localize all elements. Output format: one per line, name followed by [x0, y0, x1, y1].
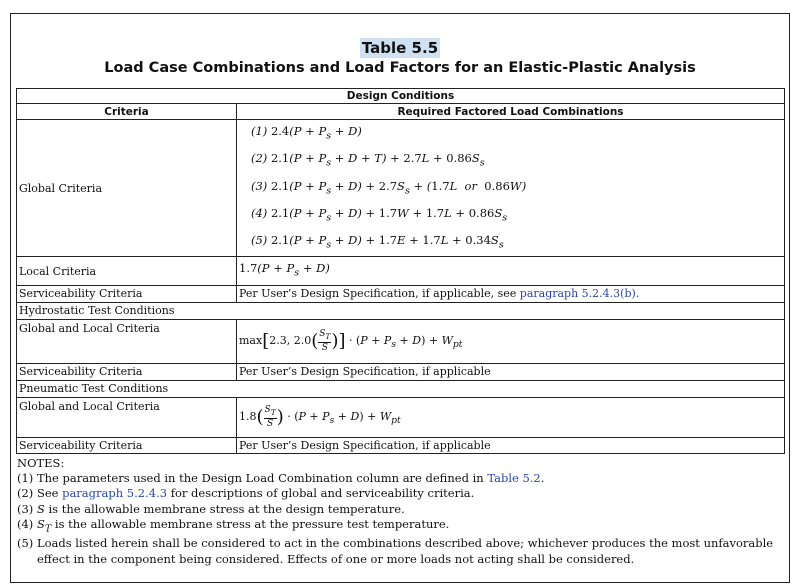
table-row [17, 397, 785, 437]
pneu-serviceability-text: Per User’s Design Specification, if applicable [237, 437, 785, 453]
note-5: (5) Loads listed herein shall be considered to act in the combinations described above; whichever produces the most unfavorable effect in the component being considered. Effects of one or more loads not acting shall be considered. [17, 536, 774, 566]
table-title: Load Case Combinations and Load Factors for an Elastic-Plastic Analysis [104, 60, 696, 76]
pneu-serviceability-label: Serviceability Criteria [17, 437, 237, 453]
table-row [17, 120, 785, 257]
criteria-header: Criteria [17, 104, 237, 120]
formula-3: (3) $2.1(P + P_s + D) + 2.7S_s + (1.7L$ or 0.86W) [251, 178, 527, 196]
pneu-global-local-label: Global and Local Criteria [17, 397, 237, 437]
pneu-formula: 1.8( $\frac{S_T}{S}$ ) · $(P + P_s + D) + W_{pt}$ [237, 397, 785, 437]
global-formulas [237, 120, 785, 257]
note-3: (3) S is the allowable membrane stress at the design temperature. [17, 501, 405, 516]
notes [17, 456, 785, 567]
formula-5: (5) $2.1(P + P_s + D) + 1.7E + 1.7L + 0.34S_s$ [251, 233, 504, 251]
pneumatic-section: Pneumatic Test Conditions [17, 380, 785, 397]
note-4: (4) $S_T$ is the allowable membrane stress at the pressure test temperature. [17, 516, 450, 535]
notes-title: NOTES: [17, 456, 65, 470]
table-row [17, 380, 785, 397]
hydro-formula: max[2.3, 2.0( $\frac{S_T}{S}$ )] · $(P + P_s + D) + W_{pt}$ [237, 319, 785, 363]
local-formula: $1.7(P + P_s + D)$ [237, 257, 785, 285]
table-number: Table 5.5 [361, 39, 439, 57]
paragraph-link[interactable]: paragraph 5.2.4.3 [62, 486, 168, 501]
note-2: (2) See paragraph 5.2.4.3 for descriptions of global and serviceability criteria. [17, 486, 475, 501]
paragraph-link[interactable]: paragraph 5.2.4.3(b). [519, 287, 640, 301]
required-combinations-header: Required Factored Load Combinations [237, 104, 785, 120]
table-row [17, 319, 785, 363]
hydro-global-local-label: Global and Local Criteria [17, 319, 237, 363]
hydro-serviceability-text: Per User’s Design Specification, if applicable [237, 363, 785, 380]
formula-4: (4) $2.1(P + P_s + D) + 1.7W + 1.7L + 0.86S_s$ [251, 205, 508, 224]
table-row [17, 257, 785, 285]
table-link[interactable]: Table 5.2 [487, 471, 541, 486]
hydrostatic-section: Hydrostatic Test Conditions [17, 302, 785, 319]
table-row [17, 285, 785, 302]
note-1: (1) The parameters used in the Design Load Combination column are defined in Table 5.2. [17, 471, 545, 486]
load-combinations-table [16, 88, 785, 454]
global-criteria-label: Global Criteria [17, 120, 237, 257]
formula-1: (1) $2.4(P + P_s + D)$ [251, 124, 362, 142]
hydro-serviceability-label: Serviceability Criteria [17, 363, 237, 380]
table-row [17, 437, 785, 453]
table-row [17, 302, 785, 319]
design-conditions-header: Design Conditions [17, 89, 785, 104]
local-criteria-label: Local Criteria [17, 257, 237, 285]
serviceability-text: Per User’s Design Specification, if applicable, see paragraph 5.2.4.3(b). [237, 285, 785, 302]
table-row [17, 363, 785, 380]
serviceability-criteria-label: Serviceability Criteria [17, 285, 237, 302]
formula-2: (2) $2.1(P + P_s + D + T) + 2.7L + 0.86S_s$ [251, 151, 485, 169]
